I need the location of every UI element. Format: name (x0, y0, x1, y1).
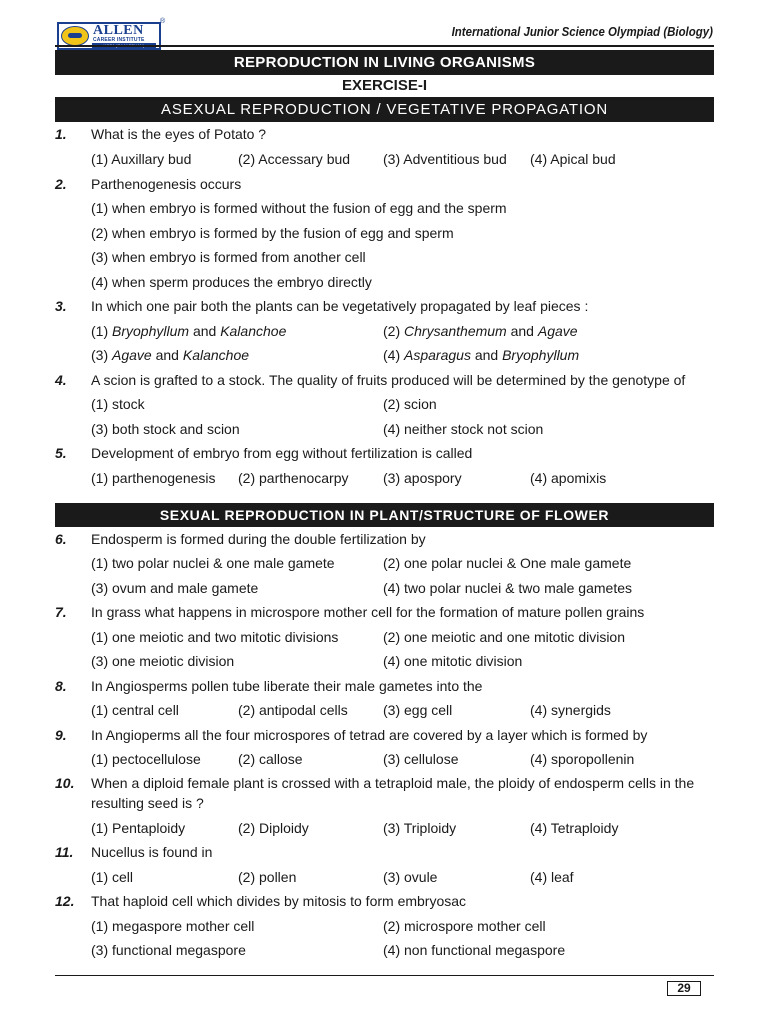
question-text: That haploid cell which divides by mitosis to form embryosac (91, 893, 467, 909)
option: (4) when sperm produces the embryo directly (91, 274, 372, 290)
option: (4) two polar nuclei & two male gametes (383, 580, 632, 596)
option: (3) apospory (383, 470, 462, 486)
question-number: 3. (55, 298, 67, 314)
option: (4) Tetraploidy (530, 820, 619, 836)
chapter-title: REPRODUCTION IN LIVING ORGANISMS (55, 50, 714, 75)
option: (3) Adventitious bud (383, 151, 507, 167)
question-number: 5. (55, 445, 67, 461)
section-heading-sexual: SEXUAL REPRODUCTION IN PLANT/STRUCTURE OF FLOWER (55, 503, 714, 527)
question-text: Parthenogenesis occurs (91, 176, 242, 192)
question-text: In Angiosperms pollen tube liberate their male gametes into the (91, 678, 483, 694)
question-number: 1. (55, 126, 67, 142)
option: (3) one meiotic division (91, 653, 235, 669)
footer-rule (55, 975, 714, 976)
option: (4) sporopollenin (530, 751, 635, 767)
question-text: Development of embryo from egg without fertilization is called (91, 445, 473, 461)
option: (2) parthenocarpy (238, 470, 349, 486)
option: (1) pectocellulose (91, 751, 201, 767)
registered-mark-icon: ® (160, 18, 166, 25)
option: (1) two polar nuclei & one male gamete (91, 555, 335, 571)
option: (1) one meiotic and two mitotic divisions (91, 629, 339, 645)
option: (3) Agave and Kalanchoe (91, 347, 250, 363)
question-text: When a diploid female plant is crossed with a tetraploid male, the ploidy of endosperm cells in the resulting seed is ? (91, 775, 695, 811)
question-number: 11. (55, 844, 74, 860)
option: (3) both stock and scion (91, 421, 240, 437)
question-text: In which one pair both the plants can be vegetatively propagated by leaf pieces : (91, 298, 589, 314)
option: (1) Pentaploidy (91, 820, 186, 836)
option: (2) scion (383, 396, 437, 412)
logo-line1: CAREER INSTITUTE (93, 37, 145, 43)
option: (2) antipodal cells (238, 702, 348, 718)
exercise-heading: EXERCISE-I (341, 77, 428, 94)
option: (1) stock (91, 396, 145, 412)
option: (2) Diploidy (238, 820, 309, 836)
option: (3) when embryo is formed from another cell (91, 249, 366, 265)
option: (4) Apical bud (530, 151, 616, 167)
option: (4) non functional megaspore (383, 942, 566, 958)
question-number: 7. (55, 604, 67, 620)
option: (1) Auxillary bud (91, 151, 192, 167)
option: (1) parthenogenesis (91, 470, 216, 486)
option: (4) leaf (530, 869, 574, 885)
question-text: Endosperm is formed during the double fertilization by (91, 531, 426, 547)
logo-emblem-icon (61, 26, 89, 46)
option: (2) callose (238, 751, 303, 767)
option: (2) Accessary bud (238, 151, 351, 167)
option: (1) central cell (91, 702, 179, 718)
header-rule (55, 45, 714, 47)
question-text: In grass what happens in microspore mother cell for the formation of mature pollen grains (91, 604, 645, 620)
option: (3) egg cell (383, 702, 453, 718)
option: (1) megaspore mother cell (91, 918, 255, 934)
page-number: 29 (667, 981, 701, 996)
question-number: 6. (55, 531, 67, 547)
logo-brand: ALLEN (93, 23, 144, 38)
question-number: 8. (55, 678, 67, 694)
question-text: What is the eyes of Potato ? (91, 126, 267, 142)
question-number: 4. (55, 372, 67, 388)
option: (2) one polar nuclei & One male gamete (383, 555, 632, 571)
section-heading-asexual: ASEXUAL REPRODUCTION / VEGETATIVE PROPAGATION (55, 97, 714, 122)
option: (3) ovum and male gamete (91, 580, 259, 596)
option: (4) neither stock not scion (383, 421, 544, 437)
option: (2) Chrysanthemum and Agave (383, 323, 578, 339)
question-number: 2. (55, 176, 67, 192)
question-text: A scion is grafted to a stock. The quality of fruits produced will be determined by the genotype of (91, 372, 686, 388)
option: (3) ovule (383, 869, 438, 885)
option: (1) Bryophyllum and Kalanchoe (91, 323, 287, 339)
book-title: International Junior Science Olympiad (Biology) (451, 24, 713, 39)
option: (1) cell (91, 869, 134, 885)
question-number: 10. (55, 775, 75, 791)
option: (3) cellulose (383, 751, 459, 767)
option: (1) when embryo is formed without the fusion of egg and the sperm (91, 200, 507, 216)
option: (2) pollen (238, 869, 297, 885)
option: (4) Asparagus and Bryophyllum (383, 347, 580, 363)
option: (2) microspore mother cell (383, 918, 546, 934)
option: (4) one mitotic division (383, 653, 523, 669)
question-number: 9. (55, 727, 67, 743)
option: (4) synergids (530, 702, 611, 718)
question-number: 12. (55, 893, 75, 909)
option: (3) Triploidy (383, 820, 457, 836)
option: (4) apomixis (530, 470, 607, 486)
option: (3) functional megaspore (91, 942, 246, 958)
option: (2) when embryo is formed by the fusion of egg and sperm (91, 225, 454, 241)
option: (2) one meiotic and one mitotic division (383, 629, 626, 645)
question-text: Nucellus is found in (91, 844, 213, 860)
question-text: In Angioperms all the four microspores of tetrad are covered by a layer which is formed by (91, 727, 648, 743)
